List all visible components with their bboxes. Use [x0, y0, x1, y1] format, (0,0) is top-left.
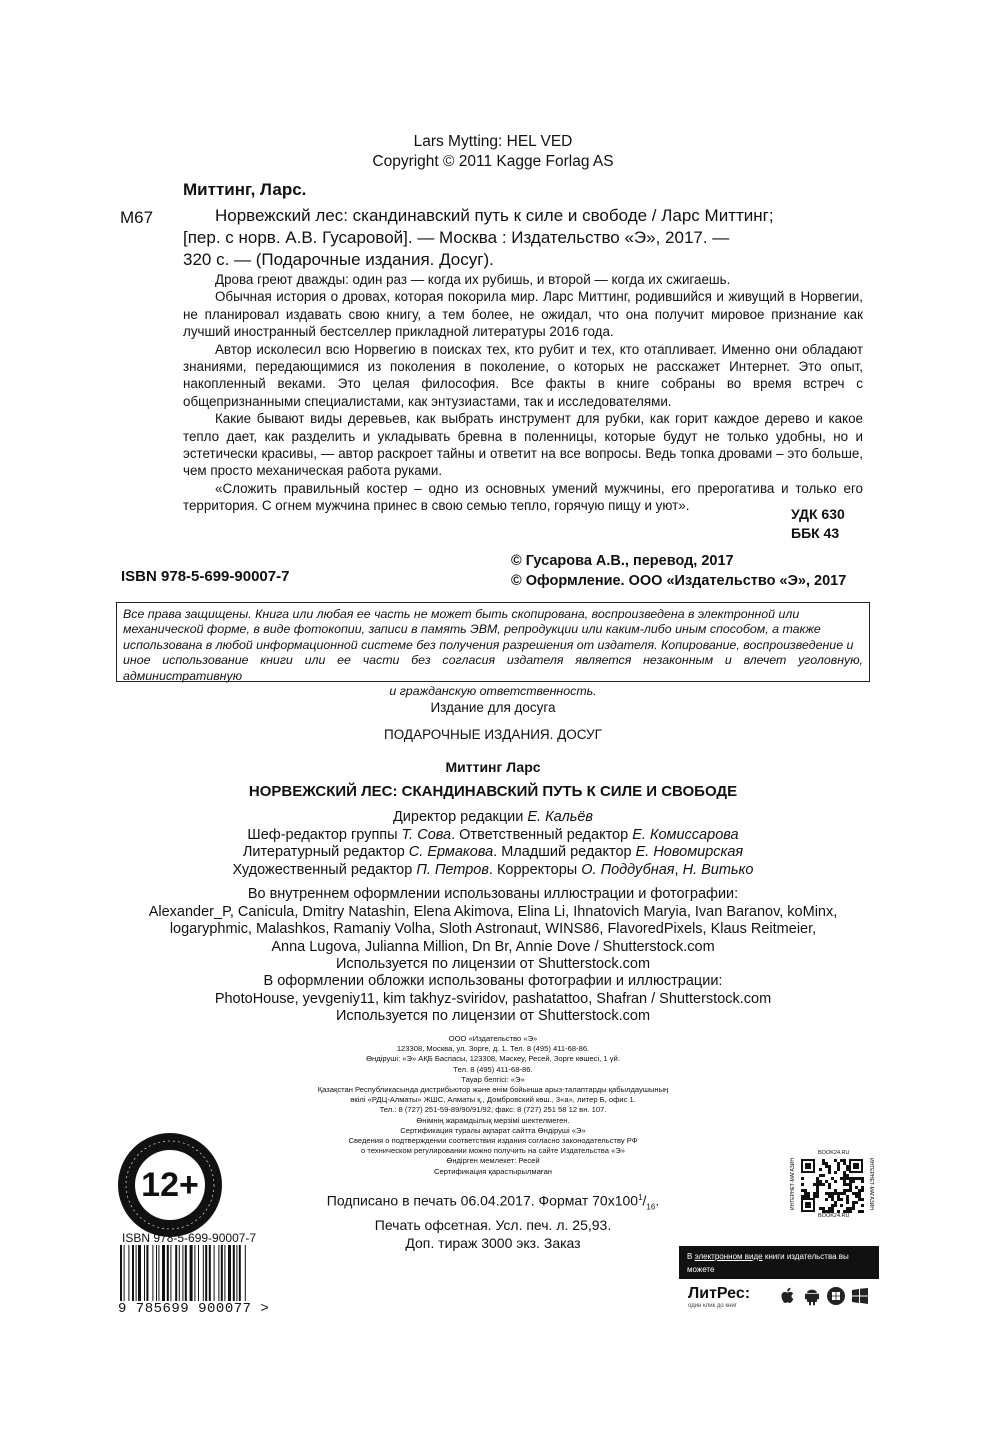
barcode-bar: [158, 1245, 159, 1301]
barcode-bar: [198, 1245, 199, 1301]
qr-module: [834, 1204, 837, 1207]
windows-icon: [850, 1286, 870, 1306]
qr-label-top: BOOK24.RU: [818, 1150, 850, 1156]
qr-module: [849, 1183, 852, 1186]
qr-module: [837, 1195, 840, 1198]
annotation-paragraph: Обычная история о дровах, которая покорила мир. Ларс Миттинг, родившийся и живущий в Норвегии, не планировал издавать свою книгу, а тем более, не ожидал, что она получит мировое признание как лучший иностранный бестселлер прикладной литературы 2016 года.: [183, 289, 863, 340]
qr-module: [813, 1183, 816, 1186]
qr-module: [831, 1207, 834, 1210]
litres-text: купить на: [687, 1278, 725, 1287]
qr-label-right: ИНТЕРНЕТ-МАГАЗИН: [868, 1158, 874, 1210]
qr-module: [822, 1162, 825, 1165]
qr-module: [849, 1189, 852, 1192]
qr-module: [843, 1180, 846, 1183]
credit-line: Anna Lugova, Julianna Million, Dn Br, Annie Dove / Shutterstock.com: [271, 938, 715, 955]
qr-module: [846, 1189, 849, 1192]
qr-module: [834, 1189, 837, 1192]
publisher-line: Сертификация қарастырылмаған: [434, 1166, 552, 1176]
credit-line: В оформлении обложки использованы фотографии и иллюстрации:: [263, 973, 723, 989]
staff-role: . Корректоры: [488, 861, 582, 878]
original-title-block: [0, 132, 986, 172]
qr-module: [843, 1183, 846, 1186]
qr-module: [843, 1159, 846, 1162]
qr-module: [861, 1198, 864, 1201]
barcode-bar: [203, 1245, 204, 1301]
format-dot: .: [655, 1192, 660, 1209]
qr-module: [858, 1189, 861, 1192]
staff-line: [0, 809, 986, 827]
staff-role: Директор редакции: [392, 809, 528, 825]
bibliography-author: Миттинг, Ларс.: [183, 180, 307, 199]
barcode-bar: [182, 1245, 183, 1301]
qr-module: [831, 1195, 834, 1198]
bibliography-line-3: 320 с. — (Подарочные издания. Досуг).: [183, 250, 494, 269]
qr-module: [801, 1177, 804, 1180]
format-slash: /: [642, 1192, 647, 1209]
qr-module: [825, 1165, 828, 1168]
barcode-bar: [245, 1245, 246, 1301]
barcode-bar: [167, 1245, 169, 1301]
qr-code: [800, 1158, 864, 1213]
qr-module: [852, 1177, 855, 1180]
print-format: Подписано в печать 06.04.2017. Формат 70х100: [326, 1192, 639, 1209]
publisher-line: Сведения о подтверждении соответствия издания согласно законодательству РФ: [348, 1136, 638, 1146]
qr-module: [816, 1180, 819, 1183]
qr-module: [834, 1192, 837, 1195]
barcode-bar: [124, 1245, 125, 1301]
credit-line: logaryphmic, Malashkos, Ramaniy Volha, Sloth Astronaut, WINS86, FlavoredPixels, Klaus Reitmeier,: [169, 921, 817, 937]
publisher-line: Өндіруші: «Э» АҚБ Баспасы, 123308, Мәскеу, Ресей, Зорге көшесі, 1 үй.: [366, 1054, 620, 1064]
barcode-bar: [236, 1245, 237, 1301]
qr-module: [852, 1207, 855, 1210]
annotation-paragraph: Какие бывают виды деревьев, как выбрать инструмент для рубки, как горит каждое дерево и какое тепло дает, как разделить и укладывать бревна в поленницы, которые будут не только удобны, но и эстетически красивы, — автор раскроет тайны и ответит на все вопросы. Ведь топка дровами – это больше, чем просто механическая работа руками.: [183, 411, 863, 479]
staff-role: Литературный редактор: [242, 844, 409, 860]
qr-module: [828, 1192, 831, 1195]
publisher-line: 123308, Москва, ул. Зорге, д. 1. Тел. 8 (495) 411-68-86.: [396, 1044, 590, 1054]
annotation-paragraph: Дрова греют дважды: один раз — когда их рубишь, и второй — когда их сжигаешь.: [215, 272, 731, 287]
litres-line: [687, 1250, 871, 1276]
qr-module: [837, 1192, 840, 1195]
staff-person: С. Ермакова: [408, 844, 494, 860]
cover-credits: [0, 973, 986, 1026]
qr-module: [855, 1192, 858, 1195]
qr-module: [861, 1210, 864, 1213]
staff-person: Е. Кальёв: [527, 809, 594, 825]
qr-module: [825, 1162, 828, 1165]
credit-line: Alexander_P, Canicula, Dmitry Natashin, Elena Akimova, Elina Li, Ihnatovich Maryia, Ivan Baranov, koMinx,: [148, 903, 838, 920]
barcode-bar: [152, 1245, 153, 1301]
staff-person: П. Петров: [416, 861, 489, 878]
publisher-line: Өнімнің жарамдылық мерзімі шектелмеген.: [416, 1115, 570, 1125]
qr-module: [834, 1201, 837, 1204]
litres-link[interactable]: электронном виде: [694, 1252, 763, 1261]
qr-module: [846, 1207, 849, 1210]
litres-text: В: [687, 1252, 695, 1261]
print-line: Печать офсетная. Усл. печ. л. 25,93.: [374, 1217, 612, 1234]
qr-module: [858, 1198, 861, 1201]
qr-module: [831, 1177, 834, 1180]
qr-module: [855, 1186, 858, 1189]
imprint-title: НОРВЕЖСКИЙ ЛЕС: СКАНДИНАВСКИЙ ПУТЬ К СИЛЕ И СВОБОДЕ: [248, 783, 738, 800]
barcode-bar: [185, 1245, 187, 1301]
qr-module: [846, 1183, 849, 1186]
author-code: М67: [120, 208, 154, 227]
bibliography-record: [183, 205, 863, 271]
original-title: Lars Mytting: HEL VED: [413, 133, 573, 150]
barcode-bar: [132, 1245, 134, 1301]
qr-module: [858, 1177, 861, 1180]
print-line: Доп. тираж 3000 экз. Заказ: [405, 1235, 581, 1252]
qr-module: [843, 1174, 846, 1177]
qr-module: [822, 1207, 825, 1210]
qr-module: [852, 1201, 855, 1204]
staff-role: Художественный редактор: [232, 861, 417, 878]
qr-module: [855, 1177, 858, 1180]
qr-module: [846, 1177, 849, 1180]
qr-module: [819, 1174, 822, 1177]
barcode-bar: [144, 1245, 145, 1301]
credit-line: PhotoHouse, yevgeniy11, kim takhyz-sviridov, pashatattoo, Shafran / Shutterstock.com: [214, 990, 772, 1007]
qr-module: [816, 1183, 819, 1186]
litres-url-link[interactable]: www.litres.ru: [724, 1278, 770, 1287]
qr-module: [853, 1163, 859, 1169]
qr-module: [819, 1207, 822, 1210]
staff-role: . Ответственный редактор: [451, 826, 633, 843]
format-denominator: 16: [646, 1202, 656, 1212]
qr-module: [855, 1201, 858, 1204]
staff-role: . Младший редактор: [493, 844, 636, 860]
qr-module: [801, 1183, 804, 1186]
qr-module: [849, 1186, 852, 1189]
qr-module: [843, 1162, 846, 1165]
annotation-paragraph: Автор исколесил всю Норвегию в поисках тех, кто рубит и тех, кто отапливает. Именно они обладают знаниями, передающимися из поколения в поколение, о которых не расскажет Интернет. Это опыт, накопленный веками. Это целая философия. Все факты в книге собраны во время встреч с общепризнанными специалистами, как энтузиастами, так и исследователями.: [183, 341, 863, 409]
barcode-bar: [214, 1245, 215, 1301]
qr-module: [840, 1198, 843, 1201]
qr-module: [849, 1177, 852, 1180]
qr-module: [813, 1192, 816, 1195]
barcode-bar: [194, 1245, 195, 1301]
age-rating-value: 12+: [135, 1150, 205, 1220]
barcode-bar: [179, 1245, 180, 1301]
qr-module: [816, 1177, 819, 1180]
qr-module: [861, 1189, 864, 1192]
qr-module: [834, 1171, 837, 1174]
qr-label-bottom: BOOK24.RU: [818, 1213, 850, 1219]
rights-line: и гражданскую ответственность.: [389, 684, 597, 699]
publisher-line: Сертификация туралы ақпарат сайтта Өндіруші «Э»: [400, 1125, 586, 1135]
qr-module: [834, 1159, 837, 1162]
qr-module: [852, 1180, 855, 1183]
staff-person: Т. Сова: [401, 826, 452, 843]
qr-module: [840, 1192, 843, 1195]
qr-module: [858, 1195, 861, 1198]
publisher-line: ООО «Издательство «Э»: [448, 1034, 538, 1043]
series-name: ПОДАРОЧНЫЕ ИЗДАНИЯ. ДОСУГ: [384, 727, 602, 742]
publisher-line: Қазақстан Республикасында дистрибьютор және өнім бойынша арыз-талаптарды қабылдаушының: [317, 1085, 669, 1095]
bbk-code: ББК 43: [791, 525, 840, 541]
qr-module: [837, 1198, 840, 1201]
qr-module: [822, 1174, 825, 1177]
qr-module: [858, 1210, 861, 1213]
barcode-bar: [190, 1245, 193, 1301]
publisher-line: о техническом регулировании можно получить на сайте Издательства «Э»: [361, 1146, 625, 1156]
qr-module: [846, 1165, 849, 1168]
qr-module: [843, 1192, 846, 1195]
credit-line: Во внутреннем оформлении использованы иллюстрации и фотографии:: [247, 886, 739, 902]
barcode-bar: [128, 1245, 129, 1301]
staff-line: [0, 827, 986, 845]
qr-module: [831, 1198, 834, 1201]
qr-module: [831, 1192, 834, 1195]
rights-line: Все права защищены. Книга или любая ее часть не может быть скопирована, воспроизведена в электронной или: [123, 607, 800, 621]
qr-module: [840, 1159, 843, 1162]
barcode-bar: [170, 1245, 171, 1301]
publisher-line: өкілі «РДЦ-Алматы» ЖШС, Алматы қ., Домбровский көш., 3«а», литер Б, офис 1.: [350, 1095, 636, 1105]
qr-module: [807, 1192, 810, 1195]
qr-module: [855, 1195, 858, 1198]
qr-module: [861, 1204, 864, 1207]
qr-module: [822, 1183, 825, 1186]
barcode-bar: [224, 1245, 225, 1301]
qr-module: [813, 1195, 816, 1198]
qr-module: [840, 1204, 843, 1207]
qr-module: [852, 1204, 855, 1207]
publisher-line: Тауар белгісі: «Э»: [461, 1074, 525, 1084]
isbn: ISBN 978-5-699-90007-7: [121, 568, 290, 585]
qr-module: [831, 1204, 834, 1207]
qr-module: [825, 1192, 828, 1195]
credit-line: Используется по лицензии от Shutterstock.com: [335, 1008, 651, 1024]
qr-module: [828, 1186, 831, 1189]
qr-module: [828, 1165, 831, 1168]
qr-module: [825, 1198, 828, 1201]
credit-line: Используется по лицензии от Shutterstock.com: [335, 956, 651, 972]
staff-person: О. Поддубная: [581, 861, 675, 878]
qr-module: [804, 1192, 807, 1195]
copyright-notices: [511, 551, 846, 591]
barcode-bar: [221, 1245, 223, 1301]
barcode-bar: [239, 1245, 241, 1301]
qr-module: [816, 1186, 819, 1189]
translation-copyright: © Гусарова А.В., перевод, 2017: [511, 553, 734, 569]
barcode-bar: [209, 1245, 211, 1301]
apple-icon: [778, 1286, 798, 1306]
barcode-bar: [156, 1245, 157, 1301]
qr-module: [828, 1207, 831, 1210]
staff-line: [0, 862, 986, 880]
qr-module: [828, 1171, 831, 1174]
windows-phone-icon: [826, 1286, 846, 1306]
qr-module: [804, 1195, 807, 1198]
qr-module: [843, 1189, 846, 1192]
barcode-image: [118, 1245, 280, 1301]
android-icon: [802, 1286, 822, 1306]
annotation-paragraph: «Сложить правильный костер – одно из основных умений мужчины, его прерогатива и только его территория. С огнем мужчина принес в свою семью тепло, горячую пищу и уют».: [183, 480, 863, 514]
qr-module: [825, 1180, 828, 1183]
qr-module: [819, 1183, 822, 1186]
staff-person: Е. Новомирская: [635, 844, 744, 860]
litres-logo: ЛитРес:: [688, 1285, 751, 1302]
qr-module: [819, 1180, 822, 1183]
qr-module: [837, 1165, 840, 1168]
barcode-bar: [233, 1245, 235, 1301]
qr-module: [846, 1198, 849, 1201]
qr-module: [852, 1192, 855, 1195]
litres-text: книги издательства вы можете: [687, 1252, 849, 1274]
qr-module: [807, 1195, 810, 1198]
qr-module: [805, 1163, 811, 1169]
editorial-staff: [0, 809, 986, 879]
qr-module: [861, 1177, 864, 1180]
qr-module: [804, 1189, 807, 1192]
qr-module: [816, 1192, 819, 1195]
qr-module: [822, 1159, 825, 1162]
qr-module: [861, 1186, 864, 1189]
barcode-number: 9 785699 900077 >: [118, 1301, 270, 1317]
qr-module: [837, 1162, 840, 1165]
classification-codes: [791, 505, 861, 543]
format-numerator: 1: [638, 1193, 643, 1202]
qr-module: [837, 1168, 840, 1171]
bibliography-line-2: [пер. с норв. А.В. Гусаровой]. — Москва : Издательство «Э», 2017. —: [183, 228, 730, 247]
imprint-author: Миттинг Ларс: [445, 759, 541, 775]
qr-module: [849, 1180, 852, 1183]
qr-module: [828, 1195, 831, 1198]
rights-line: механической форме, в виде фотокопии, записи в память ЭВМ, репродукции или каким-либо иным способом, а также: [123, 622, 821, 637]
qr-module: [846, 1174, 849, 1177]
qr-module: [834, 1180, 837, 1183]
barcode-bar: [175, 1245, 177, 1301]
barcode-bar: [138, 1245, 141, 1301]
qr-module: [861, 1180, 864, 1183]
barcode-bar: [205, 1245, 207, 1301]
qr-module: [840, 1177, 843, 1180]
barcode-bar: [228, 1245, 231, 1301]
bibliography-line-1: Норвежский лес: скандинавский путь к силе и свободе / Ларс Миттинг;: [215, 206, 774, 225]
qr-module: [805, 1202, 811, 1208]
staff-person: Н. Витько: [682, 861, 754, 878]
qr-module: [819, 1168, 822, 1171]
qr-module: [801, 1189, 804, 1192]
barcode-bar: [162, 1245, 165, 1301]
design-copyright: © Оформление. ООО «Издательство «Э», 2017: [511, 573, 847, 589]
staff-line: [0, 844, 986, 862]
litres-tagline: один клик до книг: [688, 1303, 737, 1309]
qr-module: [843, 1177, 846, 1180]
udk-code: УДК 630: [791, 506, 845, 522]
qr-module: [846, 1168, 849, 1171]
qr-label-left: ИНТЕРНЕТ-МАГАЗИН: [790, 1158, 796, 1210]
qr-module: [828, 1168, 831, 1171]
original-copyright: Copyright © 2011 Kagge Forlag AS: [372, 153, 614, 170]
litres-banner: [679, 1246, 879, 1287]
qr-module: [846, 1195, 849, 1198]
qr-module: [816, 1189, 819, 1192]
qr-module: [846, 1201, 849, 1204]
publisher-line: Тел. 8 (495) 411-68-86.: [453, 1064, 533, 1074]
barcode-bar: [136, 1245, 137, 1301]
separator: ,: [674, 861, 683, 878]
barcode-bar: [146, 1245, 148, 1301]
qr-module: [843, 1171, 846, 1174]
staff-person: Е. Комиссарова: [632, 826, 739, 843]
illustration-credits: [0, 886, 986, 974]
publisher-line: Өндірген мемлекет: Ресей: [446, 1156, 540, 1166]
rights-notice-box: [116, 602, 870, 699]
barcode-bar: [120, 1245, 122, 1301]
barcode-bar: [218, 1245, 219, 1301]
qr-module: [816, 1195, 819, 1198]
qr-module: [801, 1195, 804, 1198]
qr-module: [858, 1192, 861, 1195]
edition-type: Издание для досуга: [430, 700, 556, 715]
qr-module: [849, 1207, 852, 1210]
staff-role: Шеф-редактор группы: [247, 826, 402, 843]
barcode-isbn-label: ISBN 978-5-699-90007-7: [122, 1231, 257, 1245]
qr-module: [828, 1183, 831, 1186]
publisher-line: Тел.: 8 (727) 251-59-89/90/91/92, факс: 8 (727) 251 58 12 вн. 107.: [379, 1105, 607, 1115]
annotation: [183, 271, 863, 515]
rights-line: использована в любой информационной системе без получения разрешения от издателя. Копирование, воспроизведение и: [123, 637, 854, 652]
rights-line: иное использование книги или ее части без согласия издателя является незаконным и влечет уголовную, административную: [123, 653, 863, 683]
